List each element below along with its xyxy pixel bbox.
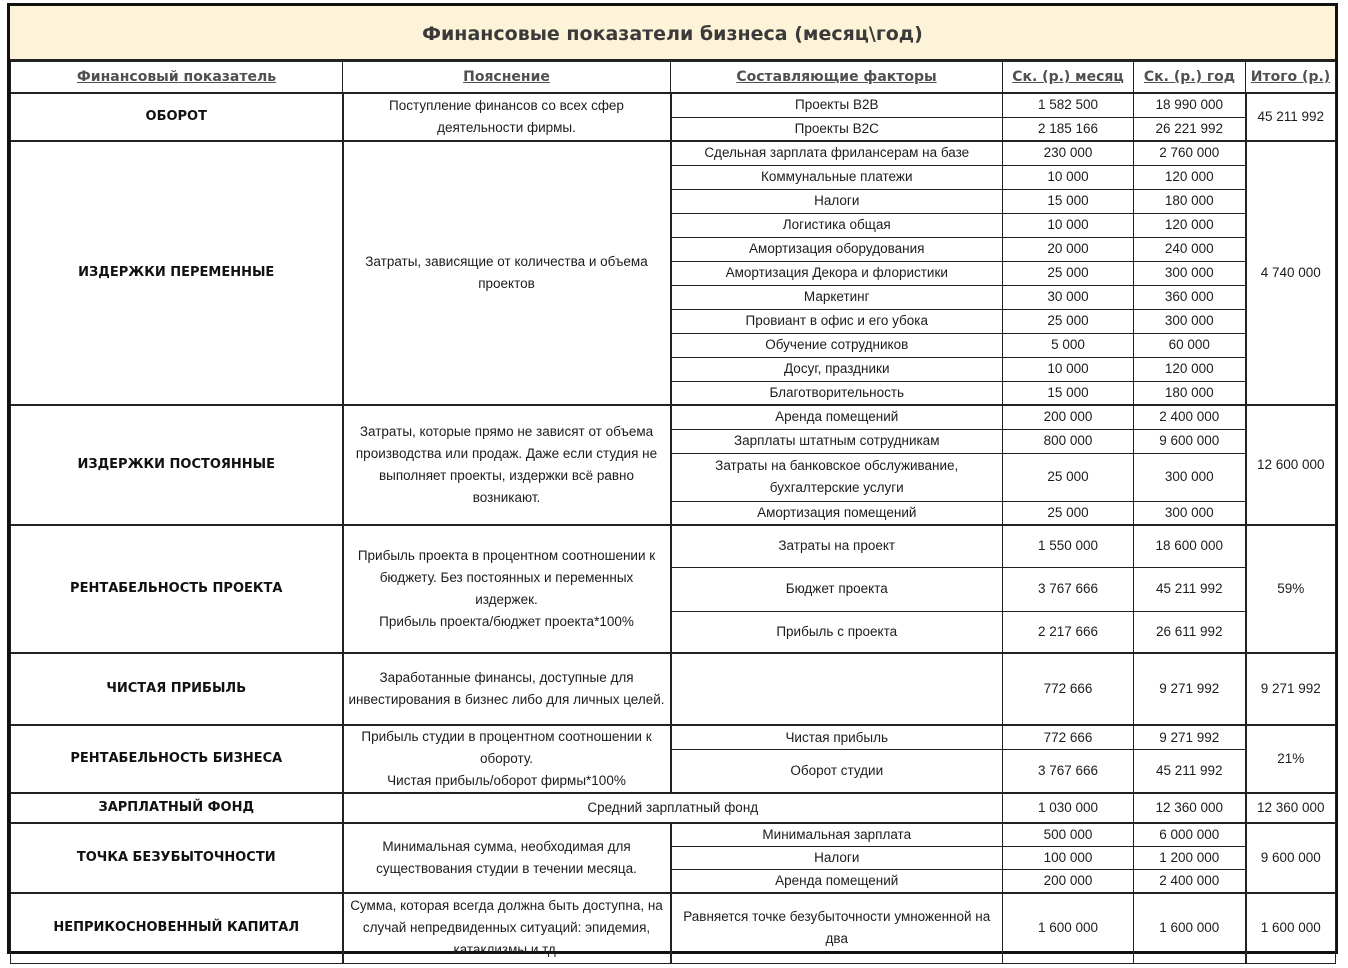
year-value: 26 611 992 bbox=[1134, 611, 1246, 653]
year-value: 18 600 000 bbox=[1134, 525, 1246, 567]
month-value: 1 550 000 bbox=[1003, 525, 1134, 567]
explanation-text: Затраты, зависящие от количества и объема проектов bbox=[365, 254, 648, 291]
month-value: 200 000 bbox=[1003, 405, 1134, 429]
factor-cell: Провиант в офис и его убока bbox=[671, 309, 1003, 333]
indicator-name: ЧИСТАЯ ПРИБЫЛЬ bbox=[11, 653, 343, 725]
factor-cell: Амортизация оборудования bbox=[671, 237, 1003, 261]
factor-cell: Коммунальные платежи bbox=[671, 165, 1003, 189]
indicator-name: НЕПРИКОСНОВЕННЫЙ КАПИТАЛ bbox=[11, 893, 343, 963]
factor-cell: Затраты на проект bbox=[671, 525, 1003, 567]
explanation-text: Минимальная сумма, необходимая для существования студии в течении месяца. bbox=[376, 839, 637, 876]
header-explanation: Пояснение bbox=[343, 62, 671, 94]
month-value: 100 000 bbox=[1003, 847, 1134, 870]
header-total: Итого (р.) bbox=[1246, 62, 1336, 94]
year-value: 45 211 992 bbox=[1134, 567, 1246, 611]
indicators-table bbox=[10, 61, 1336, 964]
year-value: 300 000 bbox=[1134, 501, 1246, 525]
indicator-name: ИЗДЕРЖКИ ПОСТОЯННЫЕ bbox=[11, 405, 343, 525]
month-value: 5 000 bbox=[1003, 333, 1134, 357]
indicator-name: ИЗДЕРЖКИ ПЕРЕМЕННЫЕ bbox=[11, 141, 343, 405]
sheet-title: Финансовые показатели бизнеса (месяц\год) bbox=[10, 6, 1335, 61]
explanation-text: Заработанные финансы, доступные для инвестирования в бизнес либо для личных целей. bbox=[348, 670, 665, 707]
factor-cell: Аренда помещений bbox=[671, 870, 1003, 894]
total-value: 4 740 000 bbox=[1246, 141, 1336, 405]
explanation-formula: Прибыль проекта/бюджет проекта*100% bbox=[379, 614, 634, 629]
factor-cell: Чистая прибыль bbox=[671, 725, 1003, 750]
financial-sheet bbox=[7, 3, 1338, 958]
year-value: 2 760 000 bbox=[1134, 141, 1246, 165]
year-value: 120 000 bbox=[1134, 357, 1246, 381]
indicator-explanation bbox=[343, 725, 671, 793]
table-row bbox=[11, 725, 1336, 750]
month-value: 772 666 bbox=[1003, 725, 1134, 750]
factor-cell: Затраты на банковское обслуживание, бухгалтерские услуги bbox=[671, 453, 1003, 501]
factor-cell: Аренда помещений bbox=[671, 405, 1003, 429]
explanation-text: Прибыль проекта в процентном соотношении к бюджету. Без постоянных и переменных издержек. bbox=[357, 548, 656, 607]
factor-cell: Амортизация помещений bbox=[671, 501, 1003, 525]
indicators-body bbox=[11, 93, 1336, 963]
table-row bbox=[11, 525, 1336, 567]
table-row bbox=[11, 141, 1336, 165]
factor-cell: Минимальная зарплата bbox=[671, 823, 1003, 847]
indicator-explanation bbox=[343, 893, 671, 963]
total-value: 1 600 000 bbox=[1246, 893, 1336, 963]
month-value: 230 000 bbox=[1003, 141, 1134, 165]
month-value: 10 000 bbox=[1003, 165, 1134, 189]
factor-cell: Благотворительность bbox=[671, 381, 1003, 405]
factor-cell: Проекты B2C bbox=[671, 117, 1003, 141]
year-value: 12 360 000 bbox=[1134, 793, 1246, 823]
header-row bbox=[11, 62, 1336, 94]
table-row bbox=[11, 823, 1336, 847]
year-value: 1 200 000 bbox=[1134, 847, 1246, 870]
month-value: 3 767 666 bbox=[1003, 750, 1134, 793]
year-value: 180 000 bbox=[1134, 381, 1246, 405]
indicator-explanation bbox=[343, 141, 671, 405]
month-value: 3 767 666 bbox=[1003, 567, 1134, 611]
factor-cell bbox=[671, 653, 1003, 725]
year-value: 2 400 000 bbox=[1134, 405, 1246, 429]
indicator-explanation bbox=[343, 823, 671, 893]
year-value: 45 211 992 bbox=[1134, 750, 1246, 793]
month-value: 20 000 bbox=[1003, 237, 1134, 261]
total-value: 9 271 992 bbox=[1246, 653, 1336, 725]
factor-cell: Прибыль с проекта bbox=[671, 611, 1003, 653]
year-value: 26 221 992 bbox=[1134, 117, 1246, 141]
header-indicator: Финансовый показатель bbox=[11, 62, 343, 94]
table-row bbox=[11, 793, 1336, 823]
factor-cell: Сдельная зарплата фрилансерам на базе bbox=[671, 141, 1003, 165]
year-value: 1 600 000 bbox=[1134, 893, 1246, 963]
table-row bbox=[11, 405, 1336, 429]
factor-cell: Проекты B2B bbox=[671, 93, 1003, 117]
month-value: 500 000 bbox=[1003, 823, 1134, 847]
total-value: 9 600 000 bbox=[1246, 823, 1336, 893]
month-value: 800 000 bbox=[1003, 429, 1134, 453]
year-value: 18 990 000 bbox=[1134, 93, 1246, 117]
table-row bbox=[11, 893, 1336, 963]
year-value: 60 000 bbox=[1134, 333, 1246, 357]
year-value: 300 000 bbox=[1134, 453, 1246, 501]
factor-cell: Логистика общая bbox=[671, 213, 1003, 237]
indicator-name: РЕНТАБЕЛЬНОСТЬ БИЗНЕСА bbox=[11, 725, 343, 793]
table-row bbox=[11, 653, 1336, 725]
indicator-name: ТОЧКА БЕЗУБЫТОЧНОСТИ bbox=[11, 823, 343, 893]
year-value: 360 000 bbox=[1134, 285, 1246, 309]
month-value: 30 000 bbox=[1003, 285, 1134, 309]
header-month: Ск. (р.) месяц bbox=[1003, 62, 1134, 94]
indicator-name: ЗАРПЛАТНЫЙ ФОНД bbox=[11, 793, 343, 823]
year-value: 6 000 000 bbox=[1134, 823, 1246, 847]
month-value: 1 030 000 bbox=[1003, 793, 1134, 823]
month-value: 25 000 bbox=[1003, 261, 1134, 285]
indicator-explanation bbox=[343, 525, 671, 653]
month-value: 15 000 bbox=[1003, 381, 1134, 405]
month-value: 1 600 000 bbox=[1003, 893, 1134, 963]
year-value: 120 000 bbox=[1134, 213, 1246, 237]
indicator-explanation bbox=[343, 793, 1003, 823]
month-value: 2 217 666 bbox=[1003, 611, 1134, 653]
explanation-text: Сумма, которая всегда должна быть доступна, на случай непредвиденных ситуаций: эпидемия, катаклизмы и тд. bbox=[350, 898, 663, 958]
explanation-formula: Чистая прибыль/оборот фирмы*100% bbox=[387, 773, 626, 788]
month-value: 2 185 166 bbox=[1003, 117, 1134, 141]
total-value: 45 211 992 bbox=[1246, 93, 1336, 141]
factor-cell: Маркетинг bbox=[671, 285, 1003, 309]
month-value: 10 000 bbox=[1003, 213, 1134, 237]
header-factors: Составляющие факторы bbox=[671, 62, 1003, 94]
total-value: 59% bbox=[1246, 525, 1336, 653]
explanation-text: Поступление финансов со всех сфер деятельности фирмы. bbox=[389, 98, 624, 135]
factor-cell: Налоги bbox=[671, 847, 1003, 870]
indicator-explanation bbox=[343, 653, 671, 725]
month-value: 15 000 bbox=[1003, 189, 1134, 213]
explanation-text: Прибыль студии в процентном соотношении к обороту. bbox=[361, 729, 652, 766]
factor-cell: Налоги bbox=[671, 189, 1003, 213]
month-value: 10 000 bbox=[1003, 357, 1134, 381]
year-value: 300 000 bbox=[1134, 309, 1246, 333]
year-value: 9 271 992 bbox=[1134, 725, 1246, 750]
factor-cell: Бюджет проекта bbox=[671, 567, 1003, 611]
total-value: 12 600 000 bbox=[1246, 405, 1336, 525]
factor-cell: Зарплаты штатным сотрудникам bbox=[671, 429, 1003, 453]
year-value: 120 000 bbox=[1134, 165, 1246, 189]
year-value: 2 400 000 bbox=[1134, 870, 1246, 894]
table-row bbox=[11, 93, 1336, 117]
month-value: 200 000 bbox=[1003, 870, 1134, 894]
factor-cell: Амортизация Декора и флористики bbox=[671, 261, 1003, 285]
indicator-explanation bbox=[343, 93, 671, 141]
month-value: 1 582 500 bbox=[1003, 93, 1134, 117]
month-value: 25 000 bbox=[1003, 501, 1134, 525]
month-value: 25 000 bbox=[1003, 309, 1134, 333]
explanation-text: Затраты, которые прямо не зависят от объема производства или продаж. Даже если студия не выполняет проекты, издержки всё равно возникают. bbox=[355, 424, 658, 505]
explanation-text: Средний зарплатный фонд bbox=[587, 800, 759, 815]
indicator-name: ОБОРОТ bbox=[11, 93, 343, 141]
year-value: 9 271 992 bbox=[1134, 653, 1246, 725]
year-value: 9 600 000 bbox=[1134, 429, 1246, 453]
factor-cell: Оборот студии bbox=[671, 750, 1003, 793]
month-value: 772 666 bbox=[1003, 653, 1134, 725]
factor-cell: Равняется точке безубыточности умноженной на два bbox=[671, 893, 1003, 963]
year-value: 300 000 bbox=[1134, 261, 1246, 285]
factor-cell: Обучение сотрудников bbox=[671, 333, 1003, 357]
factor-cell: Досуг, праздники bbox=[671, 357, 1003, 381]
indicator-name: РЕНТАБЕЛЬНОСТЬ ПРОЕКТА bbox=[11, 525, 343, 653]
month-value: 25 000 bbox=[1003, 453, 1134, 501]
year-value: 180 000 bbox=[1134, 189, 1246, 213]
total-value: 12 360 000 bbox=[1246, 793, 1336, 823]
total-value: 21% bbox=[1246, 725, 1336, 793]
indicator-explanation bbox=[343, 405, 671, 525]
header-year: Ск. (р.) год bbox=[1134, 62, 1246, 94]
year-value: 240 000 bbox=[1134, 237, 1246, 261]
